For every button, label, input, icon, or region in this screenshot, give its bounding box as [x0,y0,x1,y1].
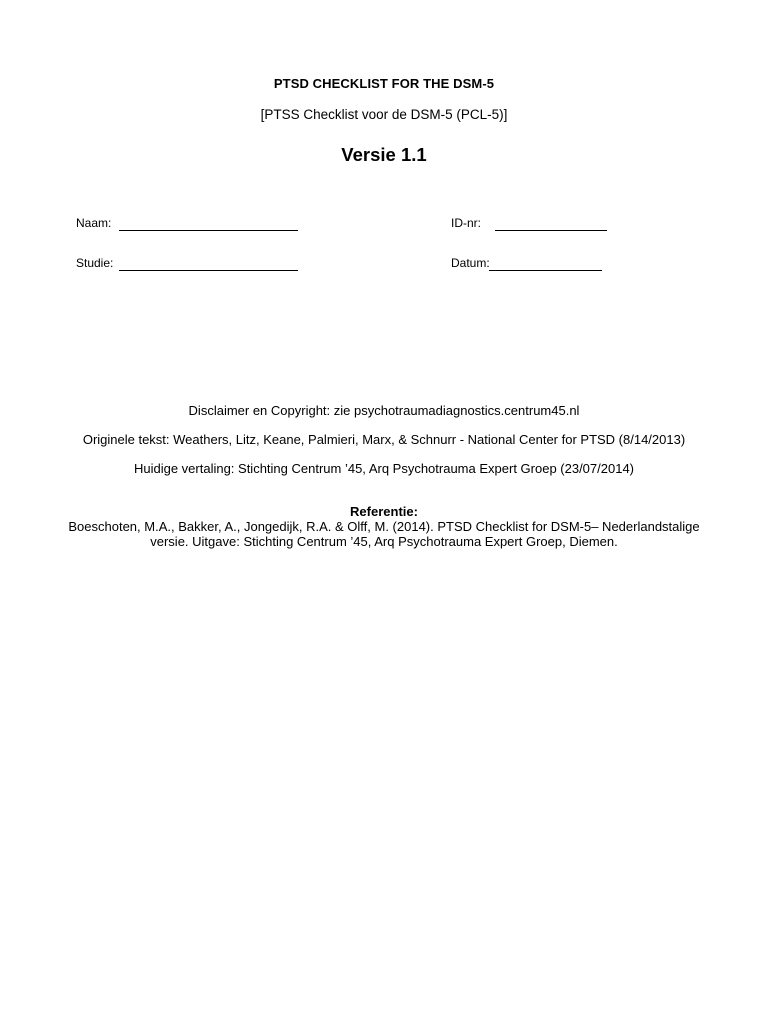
studie-label: Studie: [76,256,114,270]
idnr-label: ID-nr: [451,216,481,230]
document-subtitle: [PTSS Checklist voor de DSM-5 (PCL-5)] [260,107,508,122]
datum-input-line[interactable] [489,270,602,271]
reference-heading: Referentie: [350,504,418,519]
version-label: Versie 1.1 [341,144,427,165]
idnr-field [451,216,481,230]
reference-line-2: versie. Uitgave: Stichting Centrum ’45, Arq Psychotrauma Expert Groep, Diemen. [150,534,618,549]
datum-field [451,256,490,270]
naam-label: Naam: [76,216,112,230]
translation-credit: Huidige vertaling: Stichting Centrum ’45, Arq Psychotrauma Expert Groep (23/07/2014) [133,461,635,476]
disclaimer-text: Disclaimer en Copyright: zie psychotraumadiagnostics.centrum45.nl [188,403,580,418]
naam-input-line[interactable] [119,230,298,231]
idnr-input-line[interactable] [495,230,607,231]
reference-line-1: Boeschoten, M.A., Bakker, A., Jongedijk, R.A. & Olff, M. (2014). PTSD Checklist for DSM-5– Nederlandstalige [68,519,700,534]
studie-field [76,256,113,270]
original-text-credit: Originele tekst: Weathers, Litz, Keane, Palmieri, Marx, & Schnurr - National Center for PTSD (8/14/2013) [82,432,686,447]
studie-input-line[interactable] [119,270,298,271]
naam-field [76,216,111,230]
datum-label: Datum: [451,256,490,270]
document-title: PTSD CHECKLIST FOR THE DSM-5 [273,76,495,91]
